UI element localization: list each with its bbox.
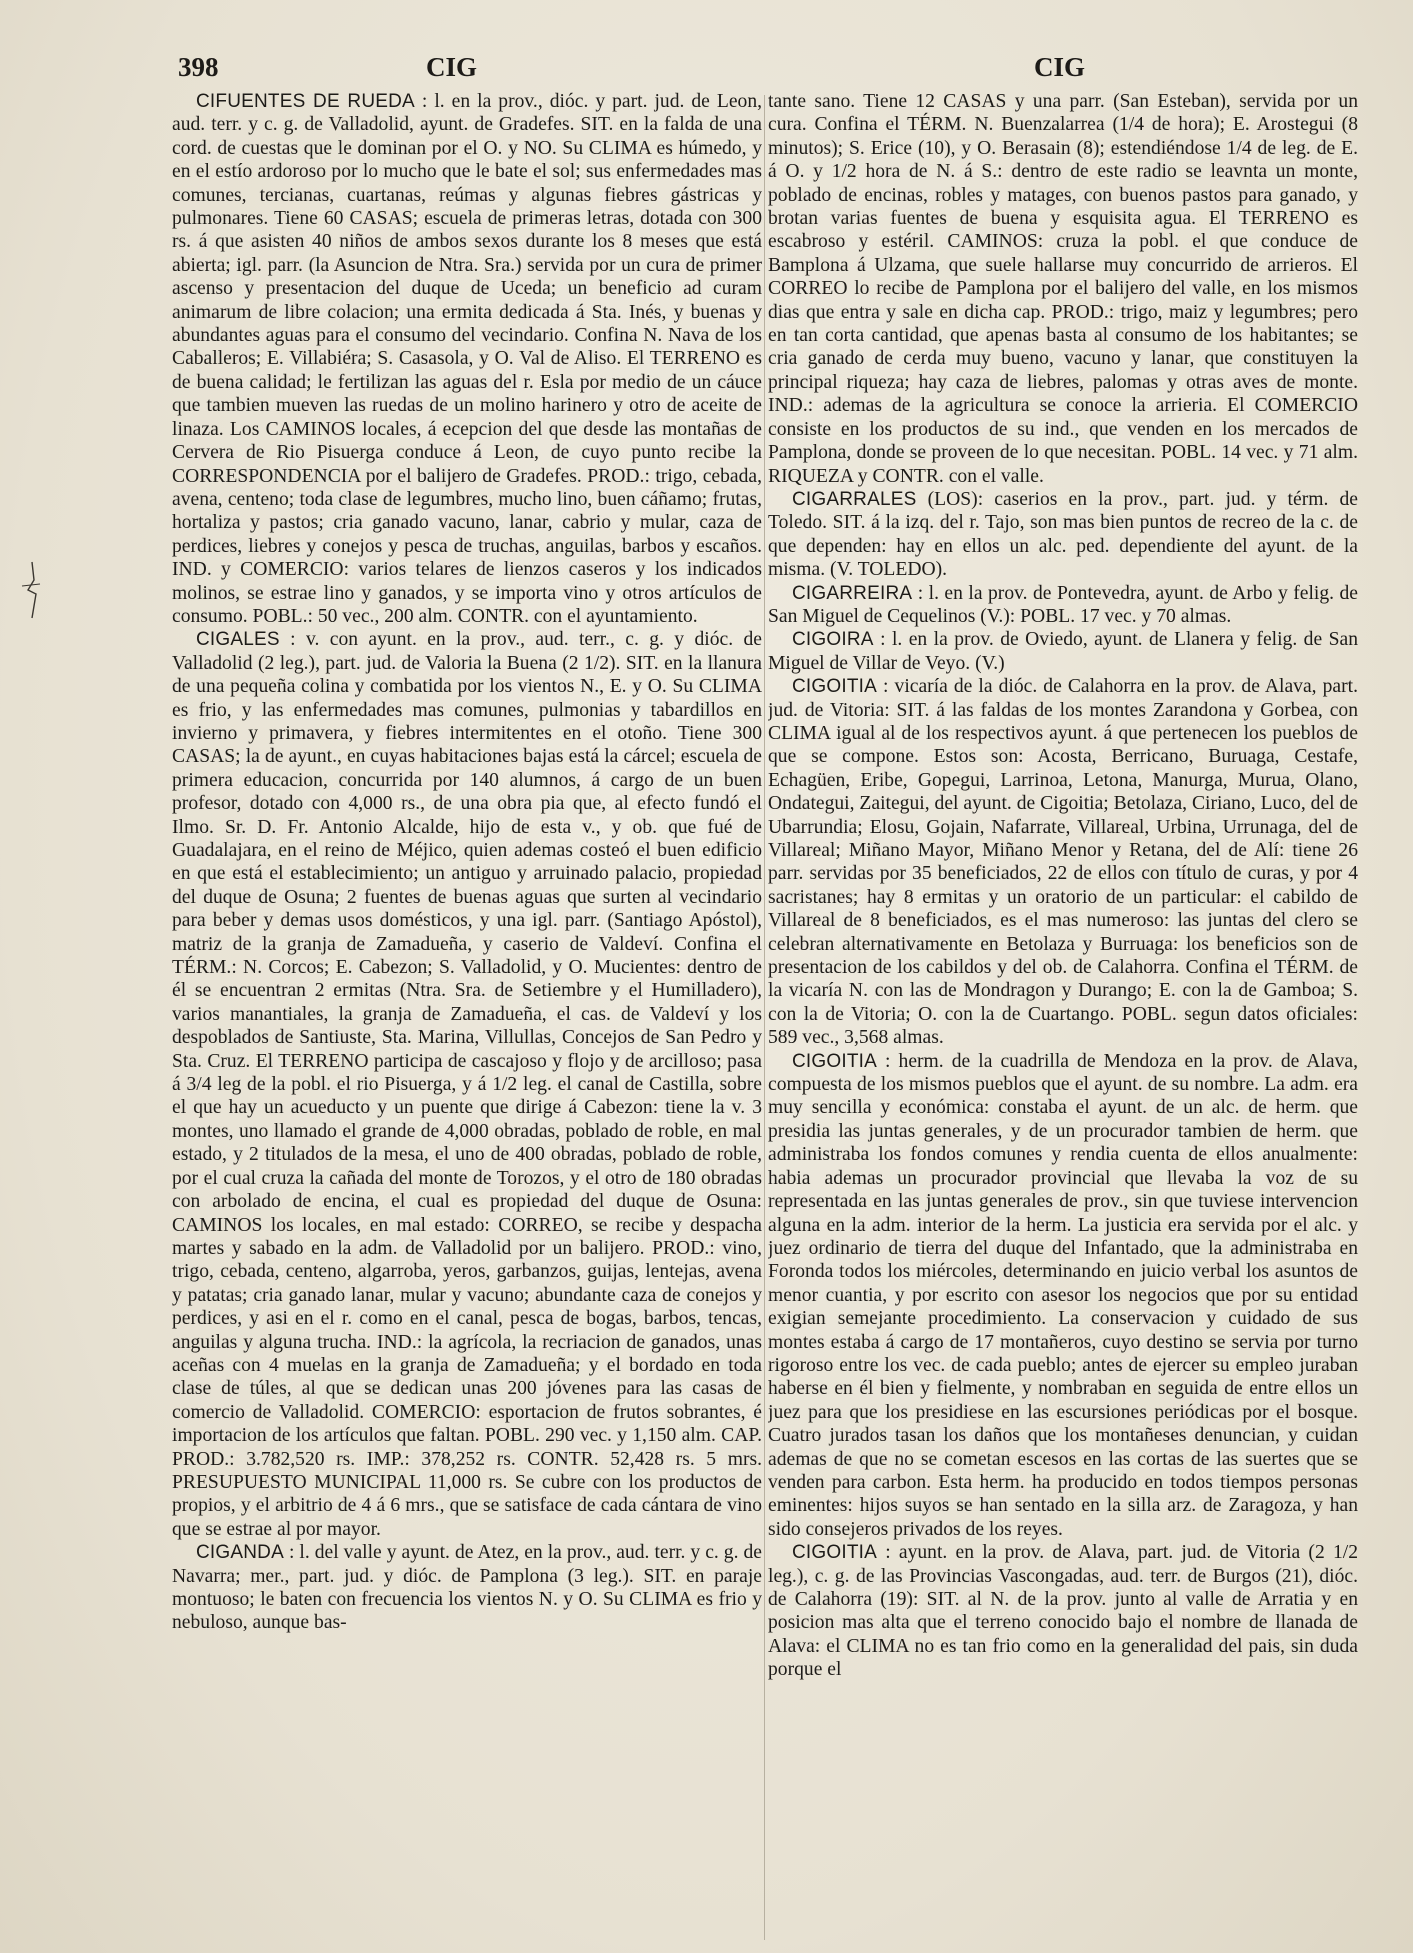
page-number: 398 <box>178 52 219 82</box>
entry-headword: CIGOITIA <box>792 1050 877 1072</box>
entry-text: : l. del valle y ayunt. de Atez, en la prov., aud. terr. y c. g. de Navarra; mer., part. jud. y dióc. de Pamplona (3 leg.). SIT. en paraje montuoso; le baten con frecuencia los vientos N. y O. Su CLIMA es frio y nebuloso, aunque bas- <box>172 1542 762 1634</box>
entry-headword: CIGALES <box>196 629 280 651</box>
running-head-left: CIG <box>426 52 478 82</box>
entry-text: : herm. de la cuadrilla de Mendoza en la prov. de Alava, compuesta de los mismos pueblos que el ayunt. de su nombre. La adm. era muy sencilla y económica: constaba el ayunt. de un alc. de herm. que presidia las juntas generales, y de un procurador tambien de herm. que administraba los fondos comunes y rendia cuenta de ellos anualmente: habia ademas un procurador provincial que llevaba la voz de su representada en las juntas generales de prov., sin que tuviese intervencion alguna en la adm. interior de la herm. La justicia era servida por el alc. y juez ordinario de tierra del duque del Infantado, que la administraba en Foronda todos los miércoles, determinando en juicio verbal los asuntos de menor cuantia, y por escrito con asesor los negocios que por su entidad exigian semejante procedimiento. La conservacion y cuidado de sus montes estaba á cargo de 17 montañeros, cuyo destino se servia por turno rigoroso entre los vec. de cada pueblo; antes de ejercer su empleo juraban haberse en él bien y fielmente, y nombraban en seguida de entre ellos un juez para que los presidiese en las escursiones periódicas por el bosque. Cuatro jurados tasan los daños que los montañeses denuncian, y cuidan ademas de que no se cometan escesos en las cortas de las suertes que se venden para carbon. Esta herm. ha producido en todos tiempos personas eminentes: hijos suyos se han sentado en la silla arz. de Zaragoza, y han sido consejeros privados de los reyes. <box>768 1050 1358 1540</box>
entry-headword: CIGARREIRA <box>792 582 913 604</box>
entry-headword: CIGOITIA <box>792 1542 877 1564</box>
entry-cigoitia-herm <box>768 1050 1358 1542</box>
entry-cigoira <box>768 628 1358 675</box>
column-divider <box>764 95 765 1940</box>
entry-cigarrales <box>768 488 1358 582</box>
entry-text: tante sano. Tiene 12 CASAS y una parr. (San Esteban), servida por un cura. Confina el TÉRM. N. Buenzalarrea (1/4 de hora); E. Arostegui (8 minutos); S. Erice (10), y O. Berasain (8); estendiéndose 1/4 de leg. de E. á O. y 1/2 hora de N. á S.: dentro de este radio se leavnta un monte, poblado de encinas, robles y matages, con buenos pastos para ganado, y brotan varias fuentes de buena y esquisita agua. El TERRENO es escabroso y estéril. CAMINOS: cruza la pobl. el que conduce de Bamplona á Ulzama, que suele hallarse muy concurrido de arrieros. El CORREO lo recibe de Pamplona por el balijero del valle, en los mismos dias que entra y sale en dicha cap. PROD.: trigo, maiz y legumbres; pero en tan corta cantidad, que apenas basta al consumo de los habitantes; se cria ganado de cerda muy bueno, vacuno y lanar, que constituyen la principal riqueza; hay caza de liebres, palomas y otras aves de monte. IND.: ademas de la agricultura se conoce la arrieria. El COMERCIO consiste en los productos de su ind., que venden en los mercados de Pamplona, donde se proveen de lo que necesitan. POBL. 14 vec. y 71 alm. RIQUEZA y CONTR. con el valle. <box>768 91 1358 487</box>
entry-headword: CIGOITIA <box>792 676 877 698</box>
page-header <box>178 52 1358 92</box>
entry-ciganda <box>172 1541 762 1635</box>
entry-cigoitia-vicaria <box>768 675 1358 1050</box>
entry-headword: CIGOIRA <box>792 629 874 651</box>
entry-text: (LOS): caserios en la prov., part. jud. y térm. de Toledo. SIT. á la izq. del r. Tajo, son mas bien puntos de recreo de la c. de que dependen: hay en ellos un alc. ped. dependiente del ayunt. de la misma. (V. TOLEDO). <box>768 488 1358 581</box>
entry-headword: CIFUENTES DE RUEDA <box>196 91 415 112</box>
left-column <box>172 90 762 1940</box>
entry-text: : v. con ayunt. en la prov., aud. terr., c. g. y dióc. de Valladolid (2 leg.), part. jud. de Valoria la Buena (2 1/2). SIT. en la llanura de una pequeña colina y combatida por los vientos N., E. y O. Su CLIMA es frio, y las enfermedades mas comunes, pulmonias y tabardillos en invierno y primavera, y fiebres intermitentes en el otoño. Tiene 300 CASAS; la de ayunt., en cuyas habitaciones bajas está la cárcel; escuela de primera educacion, concurrida por 140 alumnos, á cargo de un buen profesor, dotado con 4,000 rs., de una obra pia que, al efecto fundó el Ilmo. Sr. D. Fr. Antonio Alcalde, hijo de esta v., y ob. que fué de Guadalajara, en el reino de Méjico, quien ademas costeó el buen edificio en que está el establecimiento; un antiguo y arruinado palacio, propiedad del duque de Osuna; 2 fuentes de buenas aguas que surten al vecindario para beber y demas usos domésticos, y una igl. parr. (Santiago Apóstol), matriz de la granja de Zamadueña, y caserio de Valdeví. Confina el TÉRM.: N. Corcos; E. Cabezon; S. Valladolid, y O. Mucientes: dentro de él se encuentran 2 ermitas (Ntra. Sra. de Setiembre y el Humilladero), varios manantiales, la granja de Zamadueña, el cas. de Valdeví y los despoblados de Santiuste, Sta. Marina, Villullas, Concejos de San Pedro y Sta. Cruz. El TERRENO participa de cascajoso y flojo y de arcilloso; pasa á 3/4 leg de la pobl. el rio Pisuerga, y á 1/2 leg. el canal de Castilla, sobre el que hay un acueducto y un puente que dirige á Cabezon: tiene la v. 3 montes, uno llamado el grande de 4,000 obradas, poblado de roble, en mal estado, y 2 titulados de la mesa, el uno de 400 obradas, poblado de roble, por el cual cruza la cañada del monte de Torozos, y el otro de 180 obradas con arbolado de encina, el cual es propiedad del duque de Osuna: CAMINOS los locales, en mal estado: CORREO, se recibe y despacha martes y sabado en la adm. de Valladolid por un balijero. PROD.: vino, trigo, cebada, centeno, algarroba, yeros, garbanzos, guijas, lentejas, avena y patatas; cria ganado lanar, mular y vacuno; abundante caza de conejos y perdices, y asi en el r. como en el canal, pesca de bogas, barbos, tencas, anguilas y alguna trucha. IND.: la agrícola, la recriacion de ganados, unas aceñas con 4 muelas en la granja de Zamadueña; y el bordado en toda clase de túles, al que se dedican unas 200 jóvenes para las casas de comercio de Valladolid. COMERCIO: esportacion de frutos sobrantes, é importacion de los artículos que faltan. POBL. 290 vec. y 1,150 alm. CAP. PROD.: 3.782,520 rs. IMP.: 378,252 rs. CONTR. 52,428 rs. 5 mrs. PRESUPUESTO MUNICIPAL 11,000 rs. Se cubre con los productos de propios, y el arbitrio de 4 á 6 mrs., que se satisface de cada cántara de vino que se estrae al por mayor. <box>172 629 762 1540</box>
entry-cigales <box>172 628 762 1541</box>
entry-text: : l. en la prov., dióc. y part. jud. de Leon, aud. terr. y c. g. de Valladolid, ayunt. de Gradefes. SIT. en la falda de una cord. de cuestas que le dominan por el O. y NO. Su CLIMA es húmedo, y en el estío ardoroso por lo mucho que le bate el sol; sus enfermedades mas comunes, tercianas, cuartanas, reúmas y algunas fiebres gástricas y pulmonares. Tiene 60 CASAS; escuela de primeras letras, dotada con 300 rs. á que asisten 40 niños de ambos sexos durante los 8 meses que está abierta; igl. parr. (la Asuncion de Ntra. Sra.) servida por un cura de primer ascenso y presentacion del duque de Uceda; un beneficio ad curam animarum de libre colacion; una ermita dedicada á Sta. Inés, y buenas y abundantes aguas para el consumo del vecindario. Confina N. Nava de los Caballeros; E. Villabiéra; S. Casasola, y O. Val de Aliso. El TERRENO es de buena calidad; le fertilizan las aguas del r. Esla por medio de un cáuce que tambien mueven las ruedas de un molino harinero y otro de aceite de linaza. Los CAMINOS locales, á ecepcion del que desde las montañas de Cervera de Rio Pisuerga conduce á Leon, de cuyo punto recibe la CORRESPONDENCIA por el balijero de Gradefes. PROD.: trigo, cebada, avena, centeno; toda clase de legumbres, mucho lino, buen cáñamo; frutas, hortaliza y pastos; cria ganado vacuno, lanar, cabrio y mular, caza de perdices, liebres y conejos y pesca de truchas, anguilas, barbos y escaños. IND. y COMERCIO: varios telares de lienzos caseros y los indicados molinos, se estrae lino y ganados, y se importa vino y otros artículos de consumo. POBL.: 50 vec., 200 alm. CONTR. con el ayuntamiento. <box>172 91 762 627</box>
entry-cifuentes-de-rueda <box>172 90 762 628</box>
entry-text: : vicaría de la dióc. de Calahorra en la prov. de Alava, part. jud. de Vitoria: SIT. á las faldas de los montes Zarandona y Gorbea, con CLIMA igual al de los respectivos ayunt. á que pertenecen los pueblos de que se compone. Estos son: Acosta, Berricano, Buruaga, Cestafe, Echagüen, Eribe, Gopegui, Larrinoa, Letona, Manurga, Murua, Olano, Ondategui, Zaitegui, del ayunt. de Cigoitia; Betolaza, Ciriano, Luco, del de Ubarrundia; Elosu, Gojain, Nafarrate, Villareal, Urbina, Urrunaga, del de Villareal; Miñano Mayor, Miñano Menor y Retana, del de Alí: tiene 26 parr. servidas por 35 beneficiados, 22 de ellos con título de curas, y por 4 sacristanes; hay 8 ermitas y un oratorio de un particular: el cabildo de Villareal de 8 beneficiados, es el mas numeroso: las juntas del clero se celebran alternativamente en Betolaza y Burruaga: los beneficios son de presentacion de los cabildos y del ob. de Calahorra. Confina el TÉRM. de la vicaría N. con las de Mondragon y Durango; E. con la de Gamboa; S. con la de Vitoria; O. con la de Cuartango. POBL. segun datos oficiales: 589 vec., 3,568 almas. <box>768 676 1358 1049</box>
entry-ciganda-continued <box>768 90 1358 488</box>
entry-headword: CIGARRALES <box>792 488 917 510</box>
entry-text: : l. en la prov. de Pontevedra, ayunt. de Arbo y felig. de San Miguel de Cequelinos (V.): POBL. 17 vec. y 70 almas. <box>768 582 1358 627</box>
running-head-right: CIG <box>1034 52 1086 82</box>
entry-text: : ayunt. en la prov. de Alava, part. jud. de Vitoria (2 1/2 leg.), c. g. de las Provincias Vascongadas, aud. terr. de Burgos (21), dióc. de Calahorra (19): SIT. al N. de la prov. junto al valle de Arratia y en posicion mas alta que el terreno conocido bajo el nombre de llanada de Alava: el CLIMA no es tan frio como en la generalidad del pais, sin duda porque el <box>768 1542 1358 1681</box>
right-column <box>768 90 1358 1940</box>
margin-ink-mark-icon <box>18 560 48 620</box>
entry-text: : l. en la prov. de Oviedo, ayunt. de Llanera y felig. de San Miguel de Villar de Veyo. (V.) <box>768 629 1358 674</box>
entry-headword: CIGANDA <box>196 1542 284 1564</box>
entry-cigarreira <box>768 582 1358 629</box>
entry-cigoitia-ayunt <box>768 1541 1358 1681</box>
